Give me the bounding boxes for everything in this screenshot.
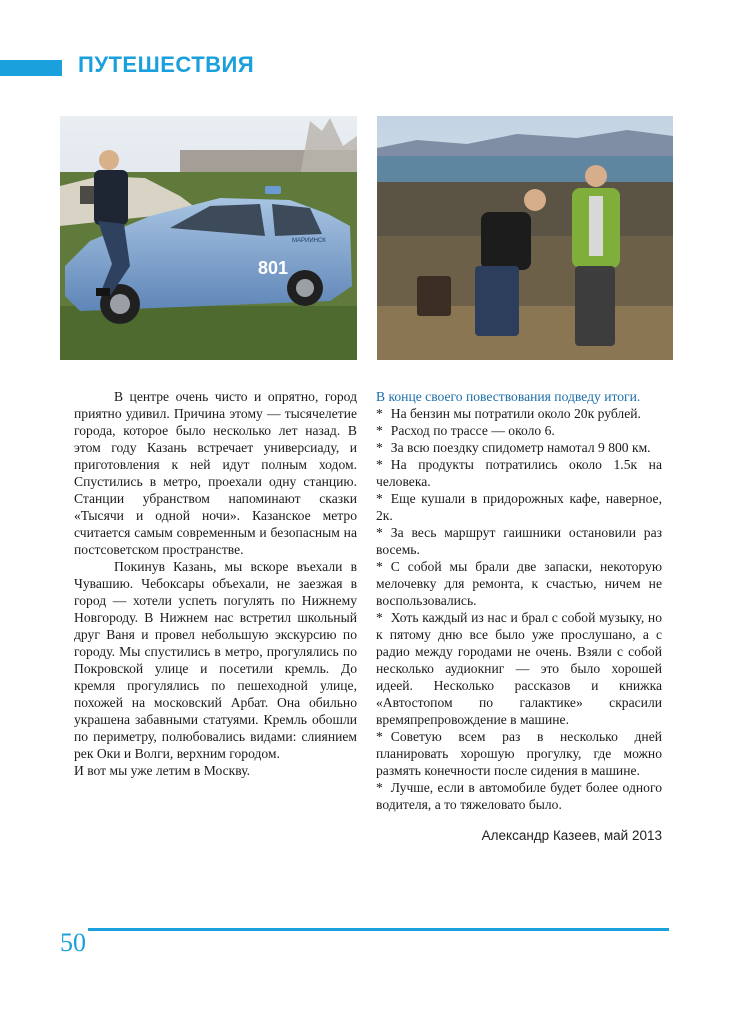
photo-lake-shore	[377, 116, 673, 360]
list-item: * За всю поездку спидометр намотал 9 800 км.	[376, 440, 651, 455]
article-right-column	[376, 388, 662, 813]
list-item: * Лучше, если в автомобиле будет более одного водителя, а то тяжеловато было.	[376, 780, 662, 812]
summary-lead: В конце своего повествования подведу итоги.	[376, 389, 641, 404]
section-color-bar	[0, 60, 62, 76]
section-title: ПУТЕШЕСТВИЯ	[78, 52, 255, 77]
paragraph: И вот мы уже летим в Москву.	[74, 763, 251, 778]
list-bullet: *	[376, 440, 383, 455]
list-bullet: *	[376, 559, 383, 574]
list-bullet: *	[376, 423, 383, 438]
list-bullet: *	[376, 610, 383, 625]
list-item: * Еще кушали в придорожных кафе, наверное, 2к.	[376, 491, 662, 523]
page-number: 50	[60, 928, 86, 957]
list-bullet: *	[376, 457, 383, 472]
list-item: * За весь маршрут гаишники остановили раз восемь.	[376, 525, 662, 557]
list-bullet: *	[376, 406, 383, 421]
list-item: * С собой мы брали две запаски, некоторую мелочевку для ремонта, к счастью, ничем не воспользовались.	[376, 559, 662, 608]
car-number: 801	[258, 258, 289, 278]
list-bullet: *	[376, 780, 383, 795]
photo-police-car-image	[60, 116, 357, 360]
list-item: * Расход по трассе — около 6.	[376, 423, 555, 438]
list-bullet: *	[376, 525, 383, 540]
photo-police-car	[60, 116, 357, 360]
list-bullet: *	[376, 729, 383, 744]
list-item: * На продукты потратились около 1.5к на человека.	[376, 457, 662, 489]
list-item: * На бензин мы потратили около 20к рублей.	[376, 406, 641, 421]
article-left-column	[74, 388, 357, 779]
paragraph: Покинув Казань, мы вскоре въехали в Чувашию. Чебоксары объехали, не заезжая в город — хотели успеть погулять по Нижнему Новгороду. В Нижнем нас встретил школьный друг Ваня и провел небольшую экскурсию по городу. Мы спустились в метро, прогулялись по Покровской улице и посетили кремль. До кремля прогулялись по пешеходной улице, похожей на московский Арбат. Она обильно украшена забавными статуями. Кремль обошли по периметру, полюбовались видами: слиянием рек Оки и Волги, верхним городом.	[74, 559, 357, 761]
author-signature: Александр Казеев, май 2013	[481, 828, 662, 843]
footer-divider	[88, 928, 669, 931]
car-label: МАРИИНСК	[292, 238, 326, 244]
summary-list	[376, 405, 662, 813]
list-item: * Хоть каждый из нас и брал с собой музыку, но к пятому дню все было уже прослушано, а с радио между городами не очень. Взяли с собой несколько аудиокниг — это было хорошей идеей. Несколько рассказов и книжка «Автостопом по галактике» скрасили времяпрепровождение в машине.	[376, 610, 662, 727]
list-item: * Советую всем раз в несколько дней планировать хорошую прогулку, где можно размять конечности после сидения в машине.	[376, 729, 662, 778]
photo-lake-shore-image	[377, 116, 673, 360]
paragraph: В центре очень чисто и опрятно, город приятно удивил. Причина этому — тысячелетие города, которое было несколько лет назад. В этом году Казань встречает универсиаду, и приготовления к ней идут полным ходом. Спустились в метро, проехали одну станцию. Станции убранством напоминают сказки «Тысячи и одной ночи». Казанское метро считается самым современным и безопасным на постсоветском пространстве.	[74, 389, 357, 557]
list-bullet: *	[376, 491, 383, 506]
